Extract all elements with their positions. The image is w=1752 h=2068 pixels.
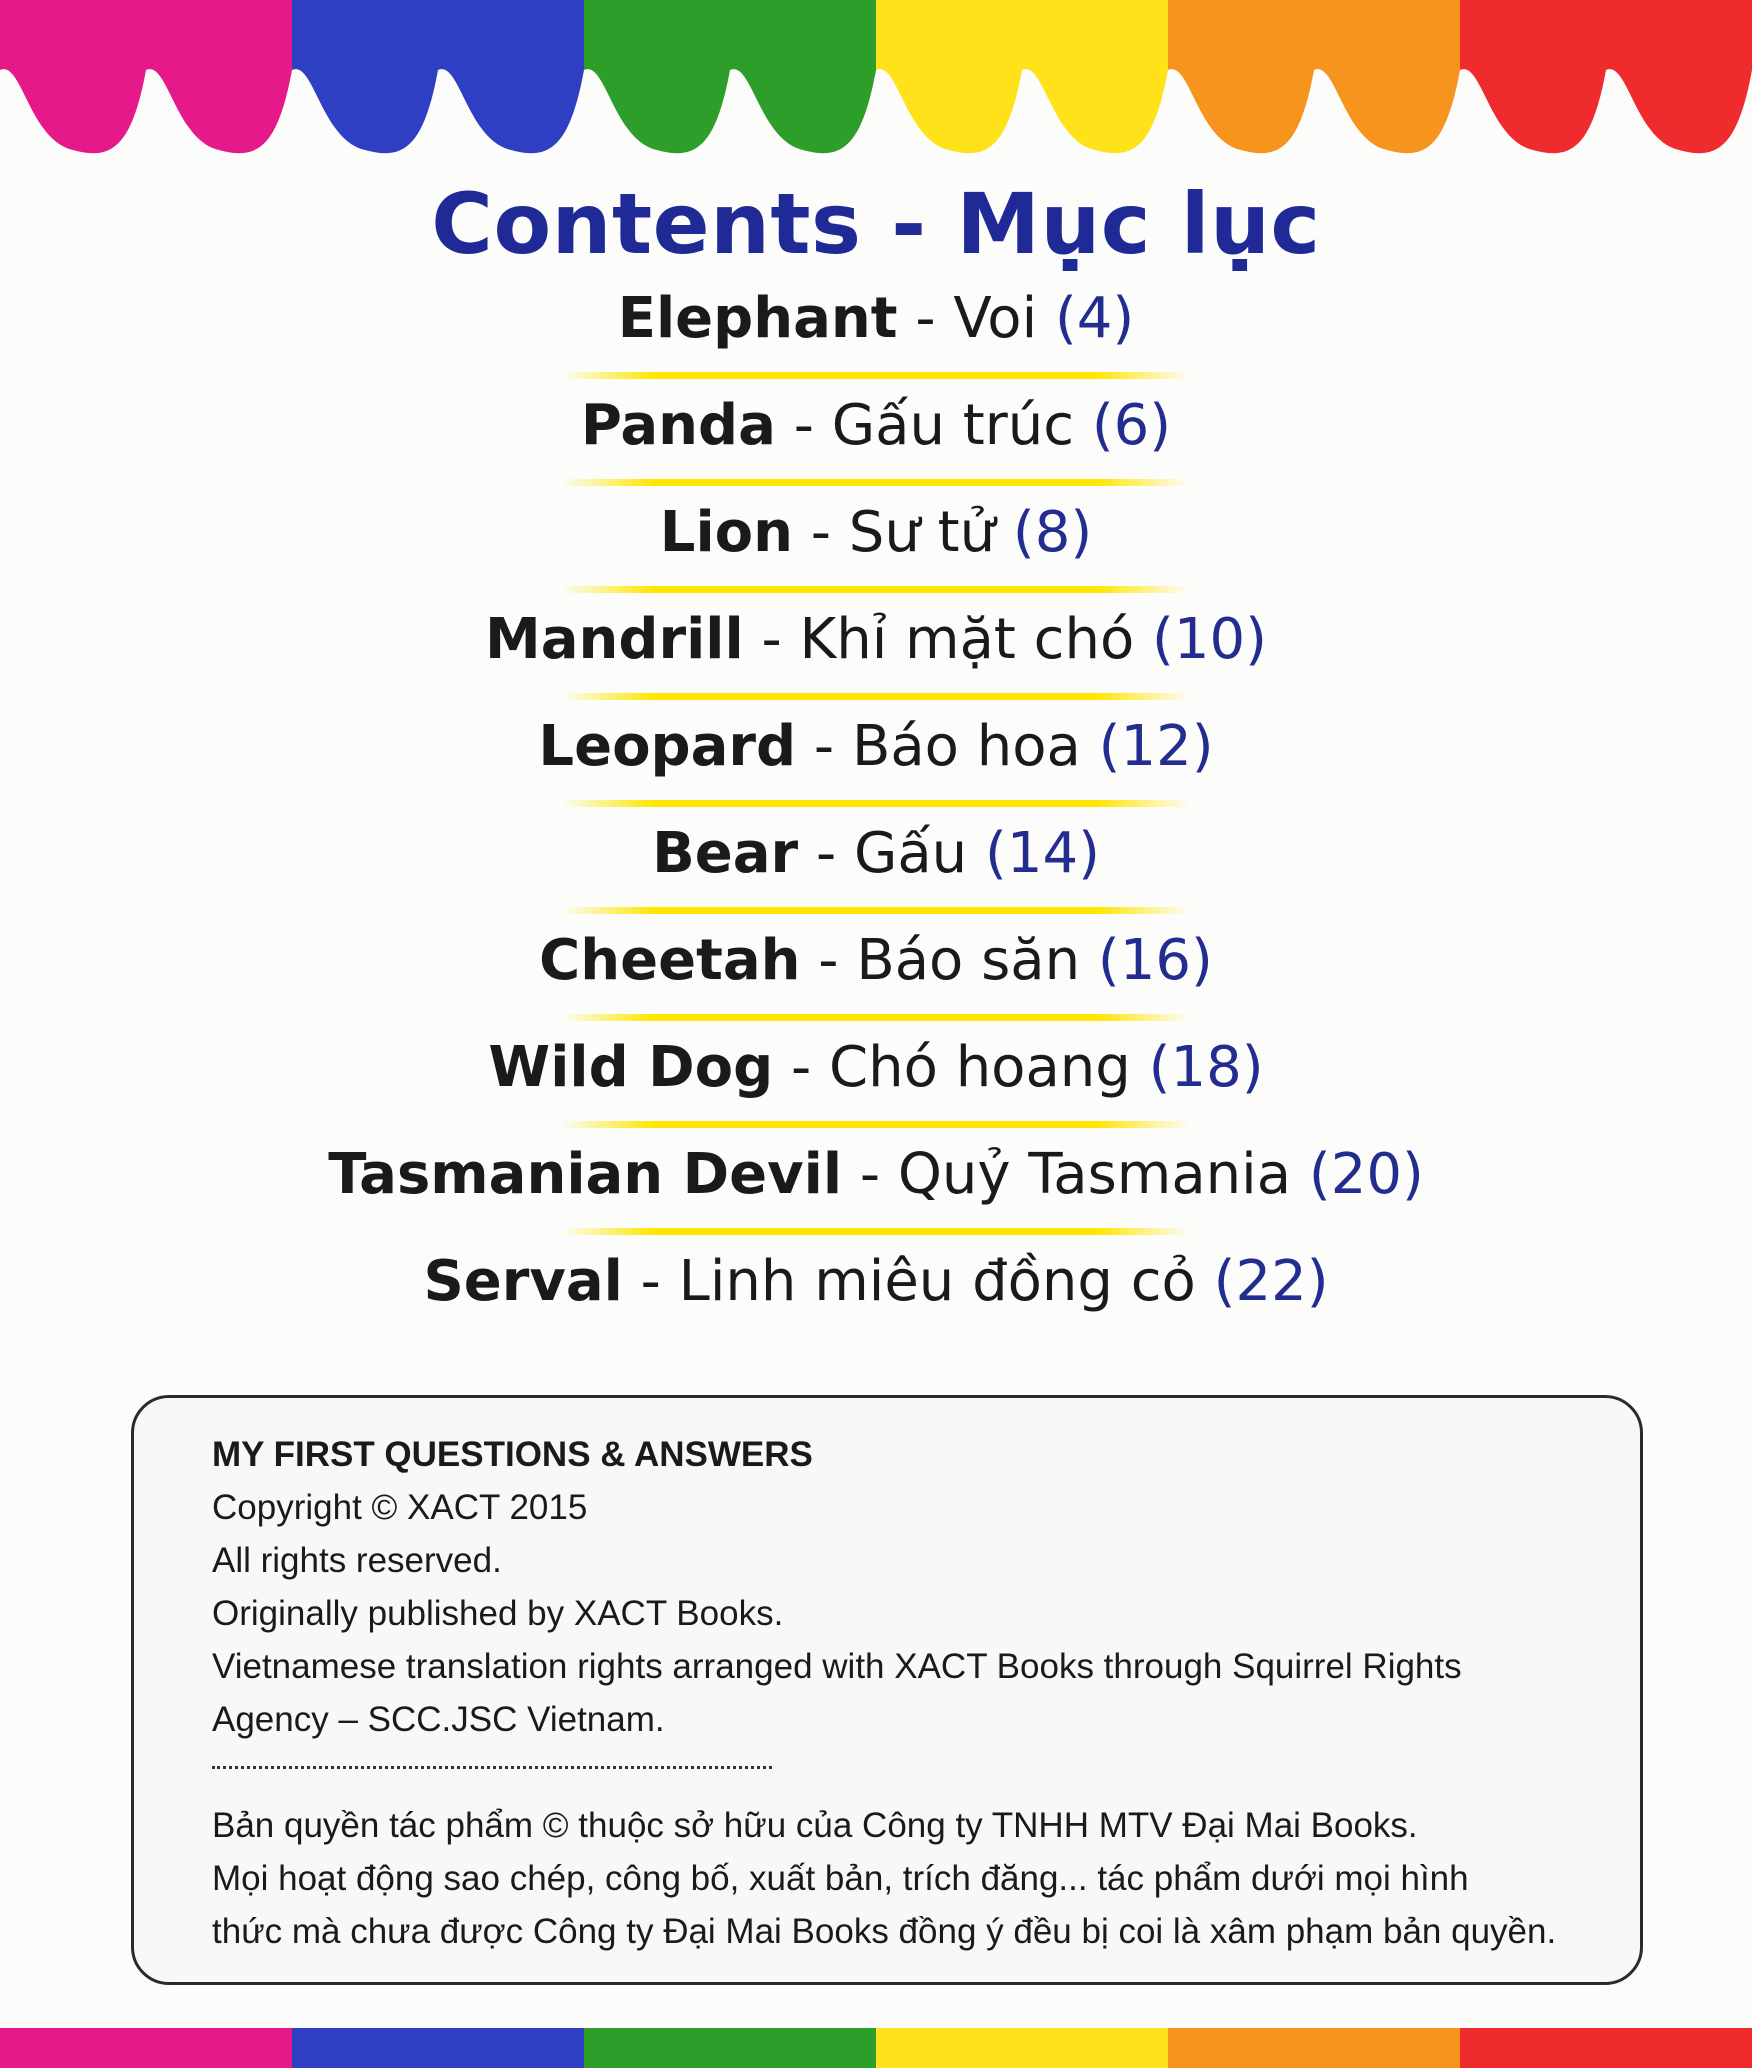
- vietnamese-copyright-line: Bản quyền tác phẩm © thuộc sở hữu của Công ty TNHH MTV Đại Mai Books.: [212, 1806, 1418, 1845]
- toc-underline: [560, 1228, 1190, 1235]
- agency-line: Agency – SCC.JSC Vietnam.: [212, 1700, 665, 1739]
- toc-underline: [560, 907, 1190, 914]
- translation-rights-line: Vietnamese translation rights arranged with XACT Books through Squirrel Rights: [212, 1647, 1462, 1686]
- paint-drip: [1168, 0, 1460, 153]
- toc-english-name: Leopard: [538, 714, 797, 779]
- paint-drip: [0, 0, 292, 153]
- toc-english-name: Tasmanian Devil: [328, 1142, 843, 1207]
- toc-underline: [560, 1014, 1190, 1021]
- toc-english-name: Cheetah: [539, 928, 801, 993]
- paint-drip: [584, 0, 876, 153]
- toc-item: Serval - Linh miêu đồng cỏ (22): [423, 1249, 1329, 1314]
- table-of-contents: [0, 280, 1752, 1350]
- page-title: Contents - Mục lục: [431, 175, 1321, 273]
- toc-vietnamese-name: Chó hoang: [829, 1035, 1131, 1100]
- toc-underline: [560, 372, 1190, 379]
- rainbow-bottom-stripes: [0, 2028, 1752, 2068]
- paint-drip: [292, 0, 584, 153]
- copyright-box: [131, 1395, 1643, 1985]
- toc-page-number: (8): [1012, 500, 1093, 565]
- toc-english-name: Serval: [423, 1249, 623, 1314]
- toc-english-name: Bear: [652, 821, 799, 886]
- toc-english-name: Panda: [580, 393, 776, 458]
- vietnamese-copyright-line: thức mà chưa được Công ty Đại Mai Books đồng ý đều bị coi là xâm phạm bản quyền.: [212, 1912, 1557, 1951]
- bottom-stripe: [1168, 2028, 1461, 2068]
- dotted-divider: [212, 1766, 772, 1769]
- toc-english-name: Mandrill: [485, 607, 744, 672]
- paint-drip: [876, 0, 1168, 153]
- toc-item: Cheetah - Báo săn (16): [0, 922, 1752, 1029]
- toc-english-name: Elephant: [617, 286, 898, 351]
- toc-vietnamese-name: Linh miêu đồng cỏ: [678, 1249, 1196, 1314]
- toc-vietnamese-name: Báo hoa: [851, 714, 1081, 779]
- toc-english-name: Wild Dog: [488, 1035, 774, 1100]
- toc-underline: [560, 693, 1190, 700]
- copyright-heading: MY FIRST QUESTIONS & ANSWERS: [212, 1435, 813, 1474]
- toc-underline: [560, 800, 1190, 807]
- publisher-line: Originally published by XACT Books.: [212, 1594, 784, 1633]
- bottom-stripe: [0, 2028, 293, 2068]
- toc-vietnamese-name: Sư tử: [848, 500, 996, 565]
- toc-vietnamese-name: Quỷ Tasmania: [897, 1142, 1292, 1207]
- toc-page-number: (10): [1152, 607, 1267, 672]
- paint-drip: [1460, 0, 1752, 153]
- toc-vietnamese-name: Gấu: [853, 821, 968, 886]
- toc-underline: [560, 479, 1190, 486]
- toc-english-name: Lion: [659, 500, 793, 565]
- rights-line: All rights reserved.: [212, 1541, 502, 1580]
- toc-item: Lion - Sư tử (8): [0, 494, 1752, 601]
- toc-page-number: (20): [1308, 1142, 1424, 1207]
- toc-page-number: (6): [1091, 393, 1172, 458]
- toc-item: Leopard - Báo hoa (12): [0, 708, 1752, 815]
- toc-item: Bear - Gấu (14): [0, 815, 1752, 922]
- toc-item: Tasmanian Devil - Quỷ Tasmania (20): [0, 1136, 1752, 1243]
- toc-item: Mandrill - Khỉ mặt chó (10): [0, 601, 1752, 708]
- toc-item: Elephant - Voi (4): [0, 280, 1752, 387]
- toc-underline: [560, 586, 1190, 593]
- toc-underline: [560, 1121, 1190, 1128]
- toc-page-number: (16): [1097, 928, 1213, 993]
- toc-page-number: (14): [984, 821, 1100, 886]
- rainbow-paint-drips: [0, 0, 1752, 175]
- bottom-stripe: [584, 2028, 877, 2068]
- toc-page-number: (4): [1054, 286, 1135, 351]
- vietnamese-copyright-line: Mọi hoạt động sao chép, công bố, xuất bản, trích đăng... tác phẩm dưới mọi hình: [212, 1859, 1469, 1898]
- toc-item: Panda - Gấu trúc (6): [0, 387, 1752, 494]
- bottom-stripe: [876, 2028, 1169, 2068]
- toc-vietnamese-name: Khỉ mặt chó: [799, 607, 1135, 672]
- copyright-line: Copyright © XACT 2015: [212, 1488, 588, 1527]
- toc-page-number: (18): [1148, 1035, 1264, 1100]
- toc-page-number: (22): [1213, 1249, 1329, 1314]
- bottom-stripe: [292, 2028, 585, 2068]
- toc-vietnamese-name: Gấu trúc: [831, 393, 1074, 458]
- toc-item: Wild Dog - Chó hoang (18): [0, 1029, 1752, 1136]
- bottom-stripe: [1460, 2028, 1752, 2068]
- toc-vietnamese-name: Voi: [953, 286, 1038, 351]
- toc-page-number: (12): [1098, 714, 1214, 779]
- toc-vietnamese-name: Báo săn: [856, 928, 1081, 993]
